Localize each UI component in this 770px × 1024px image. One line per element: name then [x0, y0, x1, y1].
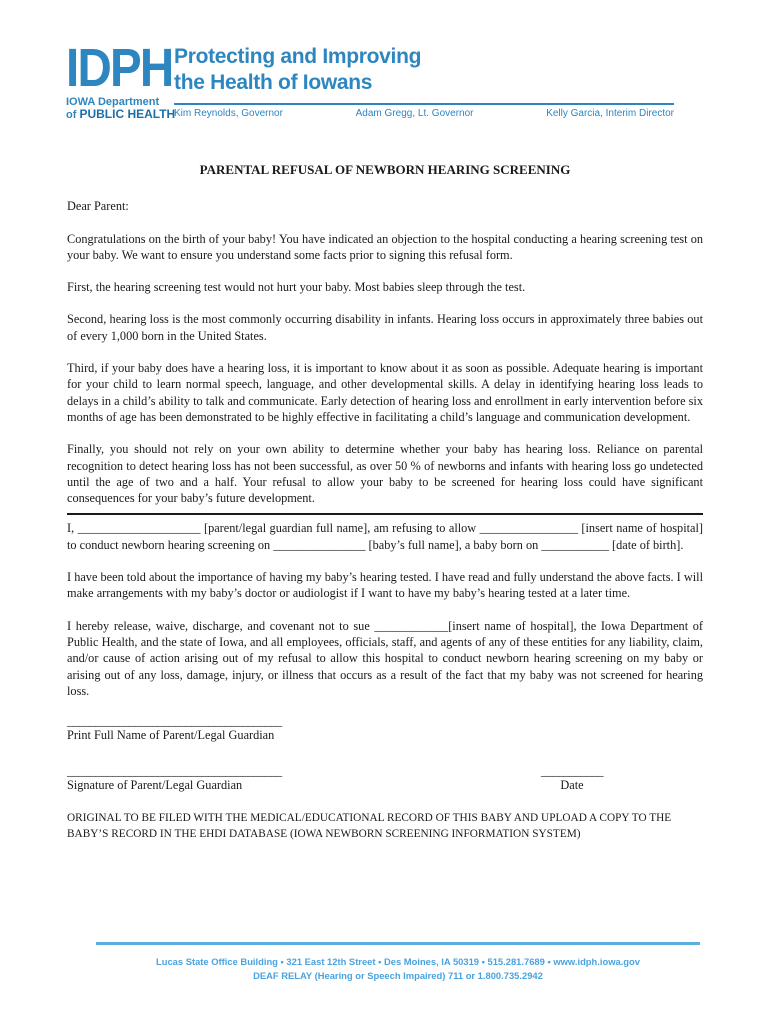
date-line[interactable]: ___________	[540, 764, 604, 779]
official-director: Kelly Garcia, Interim Director	[546, 108, 674, 119]
paragraph-second: Second, hearing loss is the most commonly occurring disability in infants. Hearing loss occurs in approximately three babies out of every 1,000 born in the United States.	[67, 312, 703, 343]
tagline-line-2: the Health of Iowans	[174, 71, 373, 94]
footer-address: Lucas State Office Building • 321 East 12th Street • Des Moines, IA 50319 • 515.281.7689 • www.idph.iowa.gov	[156, 956, 640, 967]
footer-contact	[96, 955, 700, 983]
header-divider	[174, 103, 674, 105]
official-lt-governor: Adam Gregg, Lt. Governor	[355, 108, 474, 119]
footer-relay: DEAF RELAY (Hearing or Speech Impaired) 711 or 1.800.735.2942	[253, 970, 543, 981]
department-emphasis: PUBLIC HEALTH	[79, 107, 176, 121]
paragraph-first: First, the hearing screening test would not hurt your baby. Most babies sleep through the test.	[67, 280, 526, 295]
page-footer	[96, 942, 700, 983]
signature-block	[67, 715, 703, 794]
print-name-label: Print Full Name of Parent/Legal Guardian	[67, 728, 275, 743]
refusal-statement: I, ____________________ [parent/legal guardian full name], am refusing to allow ________________ [insert name of hospital] to conduct newborn hearing screening on _______________ [baby’s full name], a baby born on ___________ [date of birth].	[67, 521, 703, 552]
department-prefix: of	[66, 109, 80, 121]
official-governor: Kim Reynolds, Governor	[174, 108, 283, 119]
date-column	[526, 765, 618, 793]
print-name-line[interactable]: ______________________________________	[67, 714, 282, 729]
release-paragraph: I hereby release, waive, discharge, and covenant not to sue ____________[insert name of hospital], the Iowa Department of Public Health, and the state of Iowa, and all employees, officials, staff, and agents of any of these entities for any liability, claim, and/or cause of action arising out of my refusal to allow this hospital to conduct newborn hearing screening on my baby or arising out of any loss, damage, injury, or illness that occurs as a result of the fact that my baby was not screened for hearing loss.	[67, 618, 703, 698]
signature-date-row	[67, 765, 703, 793]
tagline-line-1: Protecting and Improving	[174, 45, 422, 68]
agency-tagline	[174, 44, 421, 96]
section-divider	[67, 513, 703, 515]
officials-list	[174, 108, 674, 119]
signature-column	[67, 765, 282, 793]
footer-divider	[96, 942, 700, 945]
paragraph-congratulations: Congratulations on the birth of your baby! You have indicated an objection to the hospital conducting a hearing screening test on your baby. We want to ensure you understand some facts prior to signing this refusal form.	[67, 231, 703, 262]
department-line-1: IOWA Department	[66, 96, 160, 108]
document-title: PARENTAL REFUSAL OF NEWBORN HEARING SCREENING	[199, 162, 571, 177]
idph-logo: IDPH	[66, 38, 173, 98]
paragraph-finally: Finally, you should not rely on your own ability to determine whether your baby has hearing loss. Reliance on parental recognition to detect hearing loss has not been successful, as over 50 % of newborns and infants with hearing loss go undetected until the age of two and a half. Your refusal to allow your baby to be screened for hearing loss could have significant consequences for your baby’s future development.	[67, 442, 703, 506]
signature-line[interactable]: ______________________________________	[67, 764, 282, 779]
document-body	[67, 162, 703, 842]
filing-notice: ORIGINAL TO BE FILED WITH THE MEDICAL/EDUCATIONAL RECORD OF THIS BABY AND UPLOAD A COPY TO THE BABY’S RECORD IN THE EHDI DATABASE (IOWA NEWBORN SCREENING INFORMATION SYSTEM)	[67, 811, 672, 840]
signature-label: Signature of Parent/Legal Guardian	[67, 778, 243, 793]
paragraph-third: Third, if your baby does have a hearing loss, it is important to know about it as soon as possible. Adequate hearing is important for your child to learn normal speech, language, and other developmental skills. A delay in identifying hearing loss leads to delays in a child’s ability to talk and communicate. Early detection of hearing loss and enrollment in early intervention before six months of age has been demonstrated to be highly effective in facilitating a child’s language and communication development.	[67, 361, 703, 424]
department-name	[66, 96, 175, 121]
department-line-2	[66, 108, 175, 121]
letterhead	[66, 38, 678, 124]
acknowledgment-paragraph: I have been told about the importance of having my baby’s hearing tested. I have read and fully understand the above facts. I will make arrangements with my baby’s doctor or audiologist if I want to have my baby’s hearing tested at a later time.	[67, 570, 703, 601]
date-label: Date	[560, 778, 584, 793]
salutation: Dear Parent:	[67, 199, 129, 214]
